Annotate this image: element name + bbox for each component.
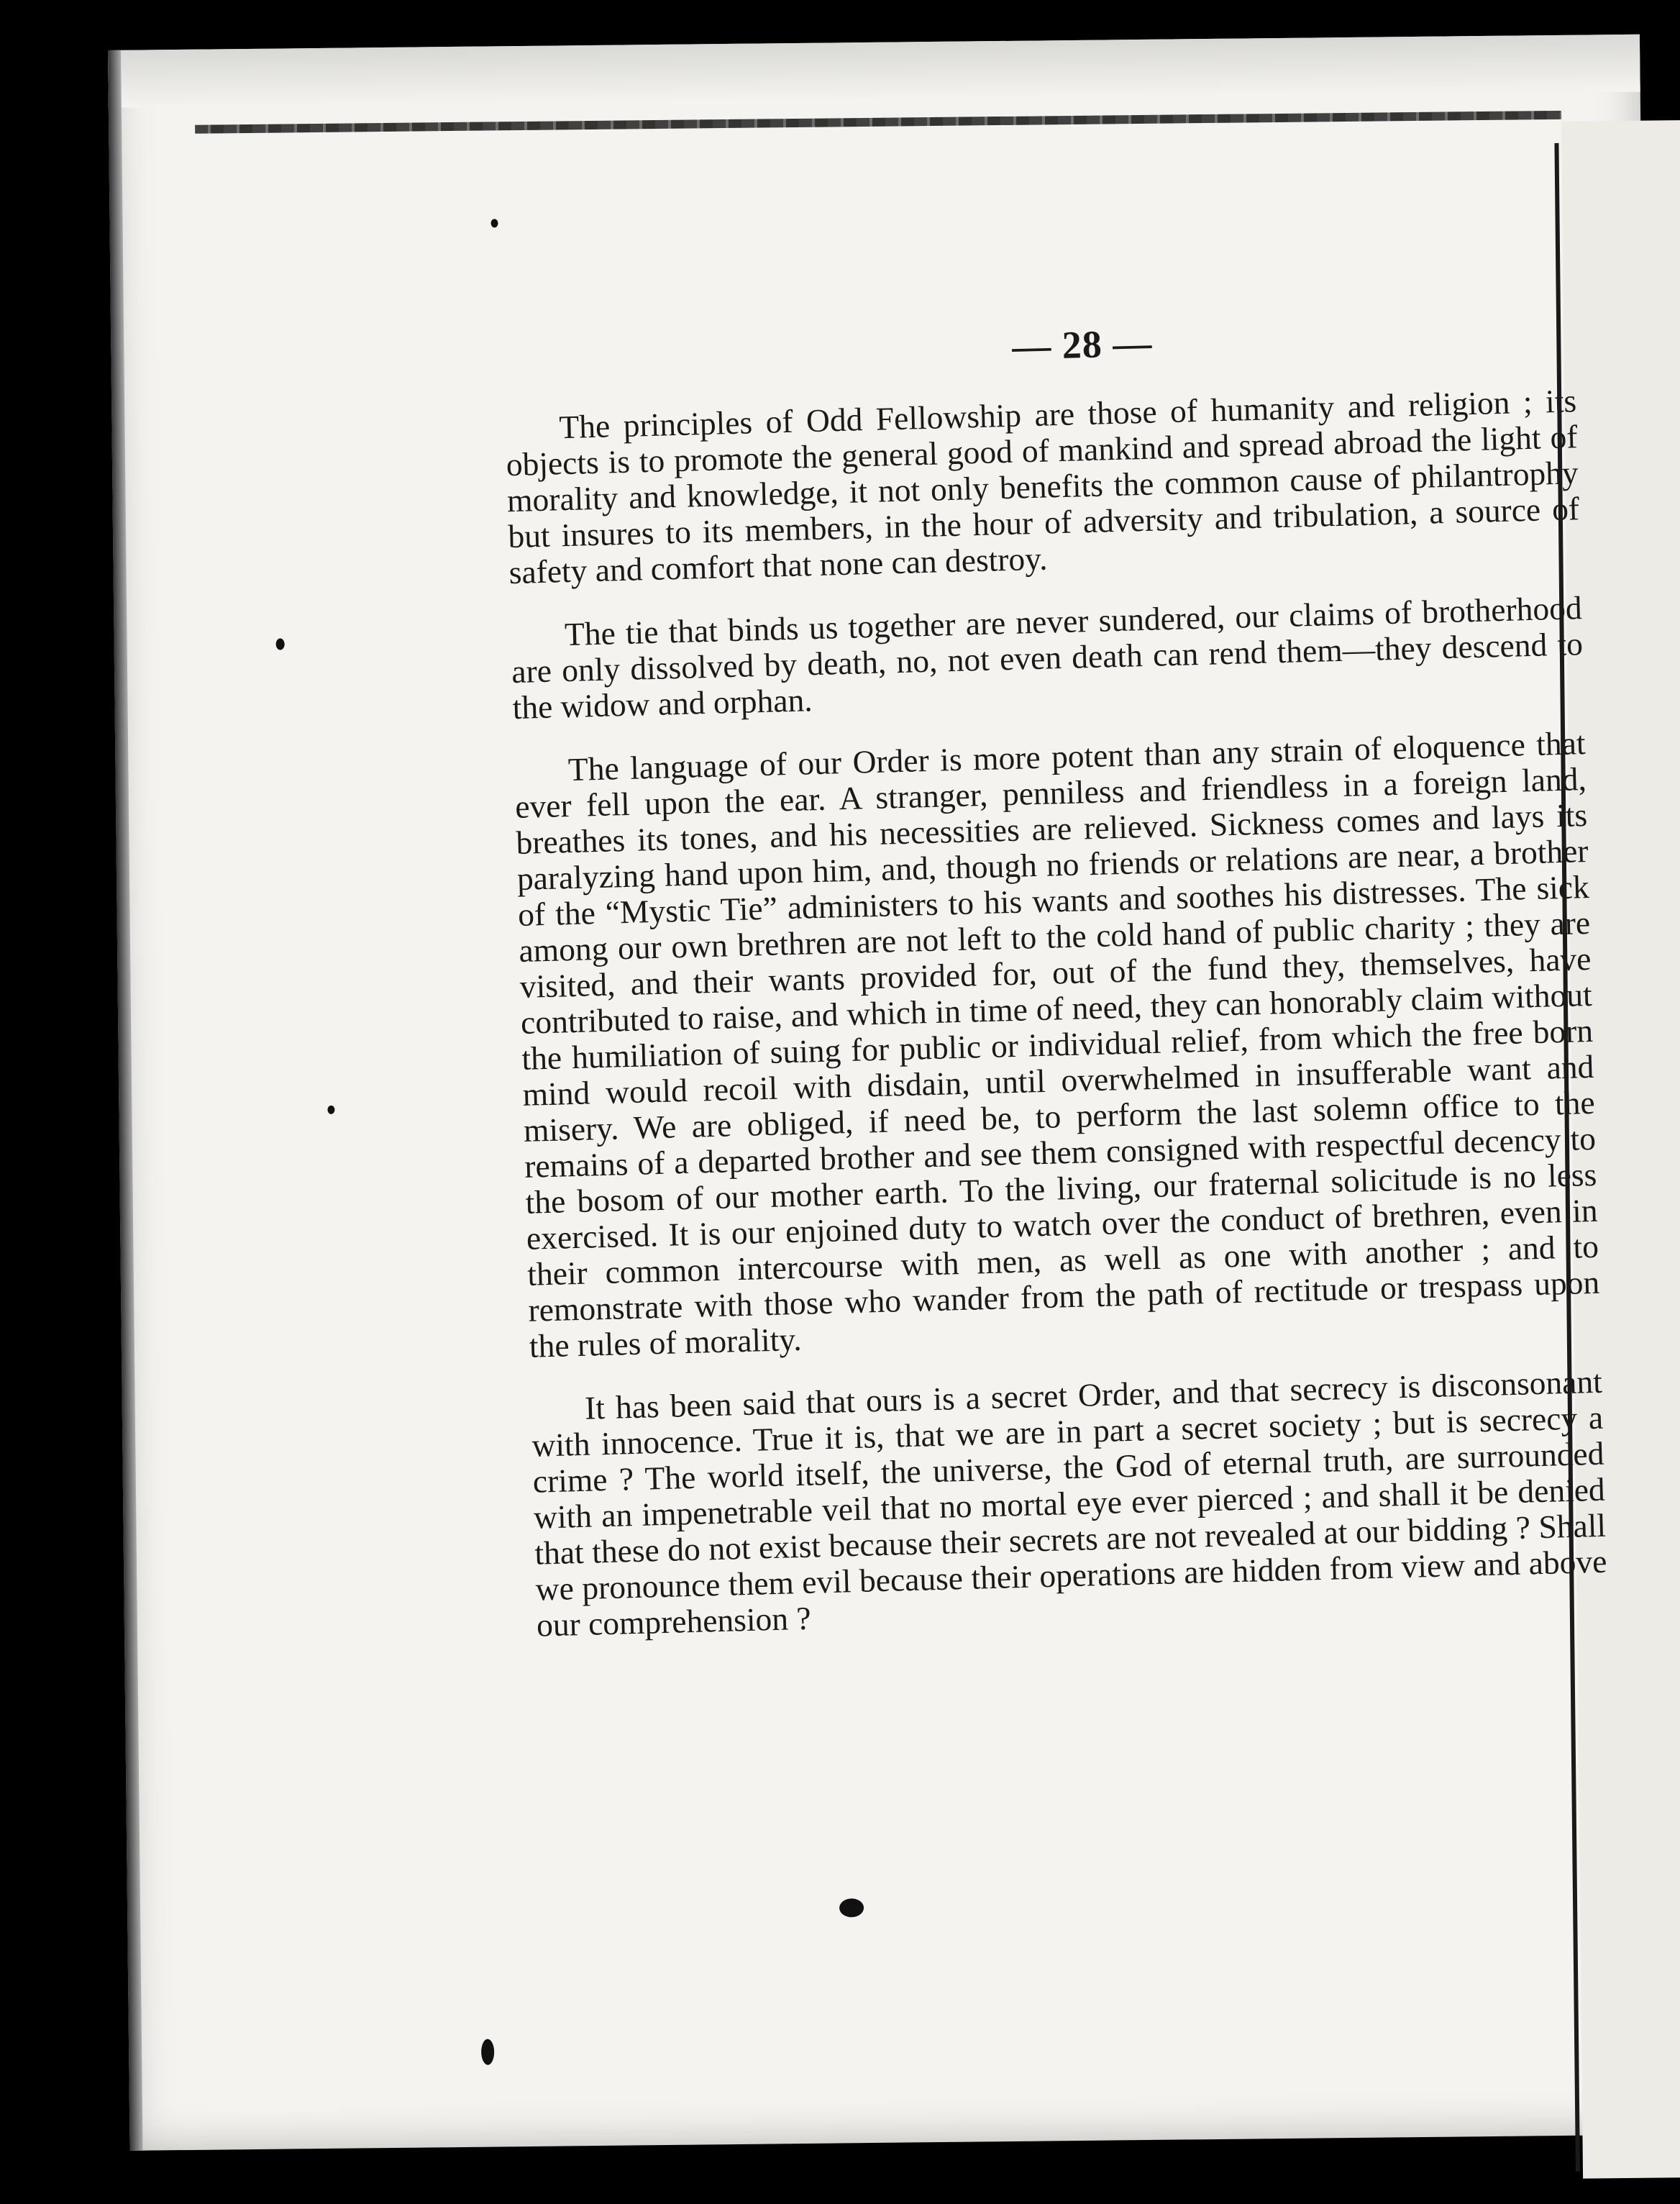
paragraph-4: It has been said that ours is a secret Order, and that secrecy is disconsonant with innocence. True it is, that we are in part a secret society ; but is secrecy a crime ? The world itself, the universe, the God of eternal truth, are surrounded with an impenetrable veil that no mortal eye ever pierced ; and shall it be denied that these do not exist because their secrets are not revealed at our bidding ? Shall we pronounce them evil because their operations are hidden from view and above our comprehension ? (531, 1362, 1607, 1644)
ink-blot (839, 1898, 864, 1917)
paragraph-3: The language of our Order is more potent than any strain of eloquence that ever fell upon the ear. A stranger, penniless and friendless in a foreign land, breathes its tones, and his necessities are relieved. Sickness comes and lays its paralyzing hand upon him, and, though no friends or relations are near, a brother of the “Mystic Tie” administers to his wants and soothes his distresses. The sick among our own brethren are not left to the cold hand of public charity ; they are visited, and their wants provided for, out of the fund they, themselves, have contributed to raise, and which in time of need, they can honorably claim without the humiliation of suing for public or individual relief, from which the free born mind would recoil with disdain, until overwhelmed in insufferable want and misery. We are obliged, if need be, to perform the last solemn office to the remains of a departed brother and see them consigned with respectful decency to the bosom of our mother earth. To the living, our fraternal solicitude is no less exercised. It is our enjoined duty to watch over the conduct of brethren, even in their common intercourse with men, as well as one with another ; and to remonstrate with those who wander from the path of rectitude or trespass upon the rules of morality. (514, 724, 1600, 1365)
paragraph-1: The principles of Odd Fellowship are those of humanity and religion ; its objects is to promote the general good of mankind and spread abroad the light of morality and knowledge, it not only benefits the common cause of philantrophy but insures to its members, in the hour of adversity and tribulation, a source of safety and comfort that none can destroy. (506, 382, 1580, 591)
page-top-shadow (108, 35, 1640, 108)
page-text (503, 309, 1609, 1670)
ink-blot (481, 2039, 494, 2065)
page-left-edge (108, 50, 143, 2151)
page-number: — 28 — (1011, 321, 1153, 368)
ink-speck (490, 219, 498, 227)
paragraph-2: The tie that binds us together are never sundered, our claims of brotherhood are only dissolved by death, no, not even death can rend them—they descend to the widow and orphan. (511, 589, 1584, 727)
ink-speck (276, 638, 285, 650)
ink-speck (327, 1106, 334, 1114)
top-decorative-rule (195, 111, 1561, 134)
left-page (108, 35, 1661, 2151)
